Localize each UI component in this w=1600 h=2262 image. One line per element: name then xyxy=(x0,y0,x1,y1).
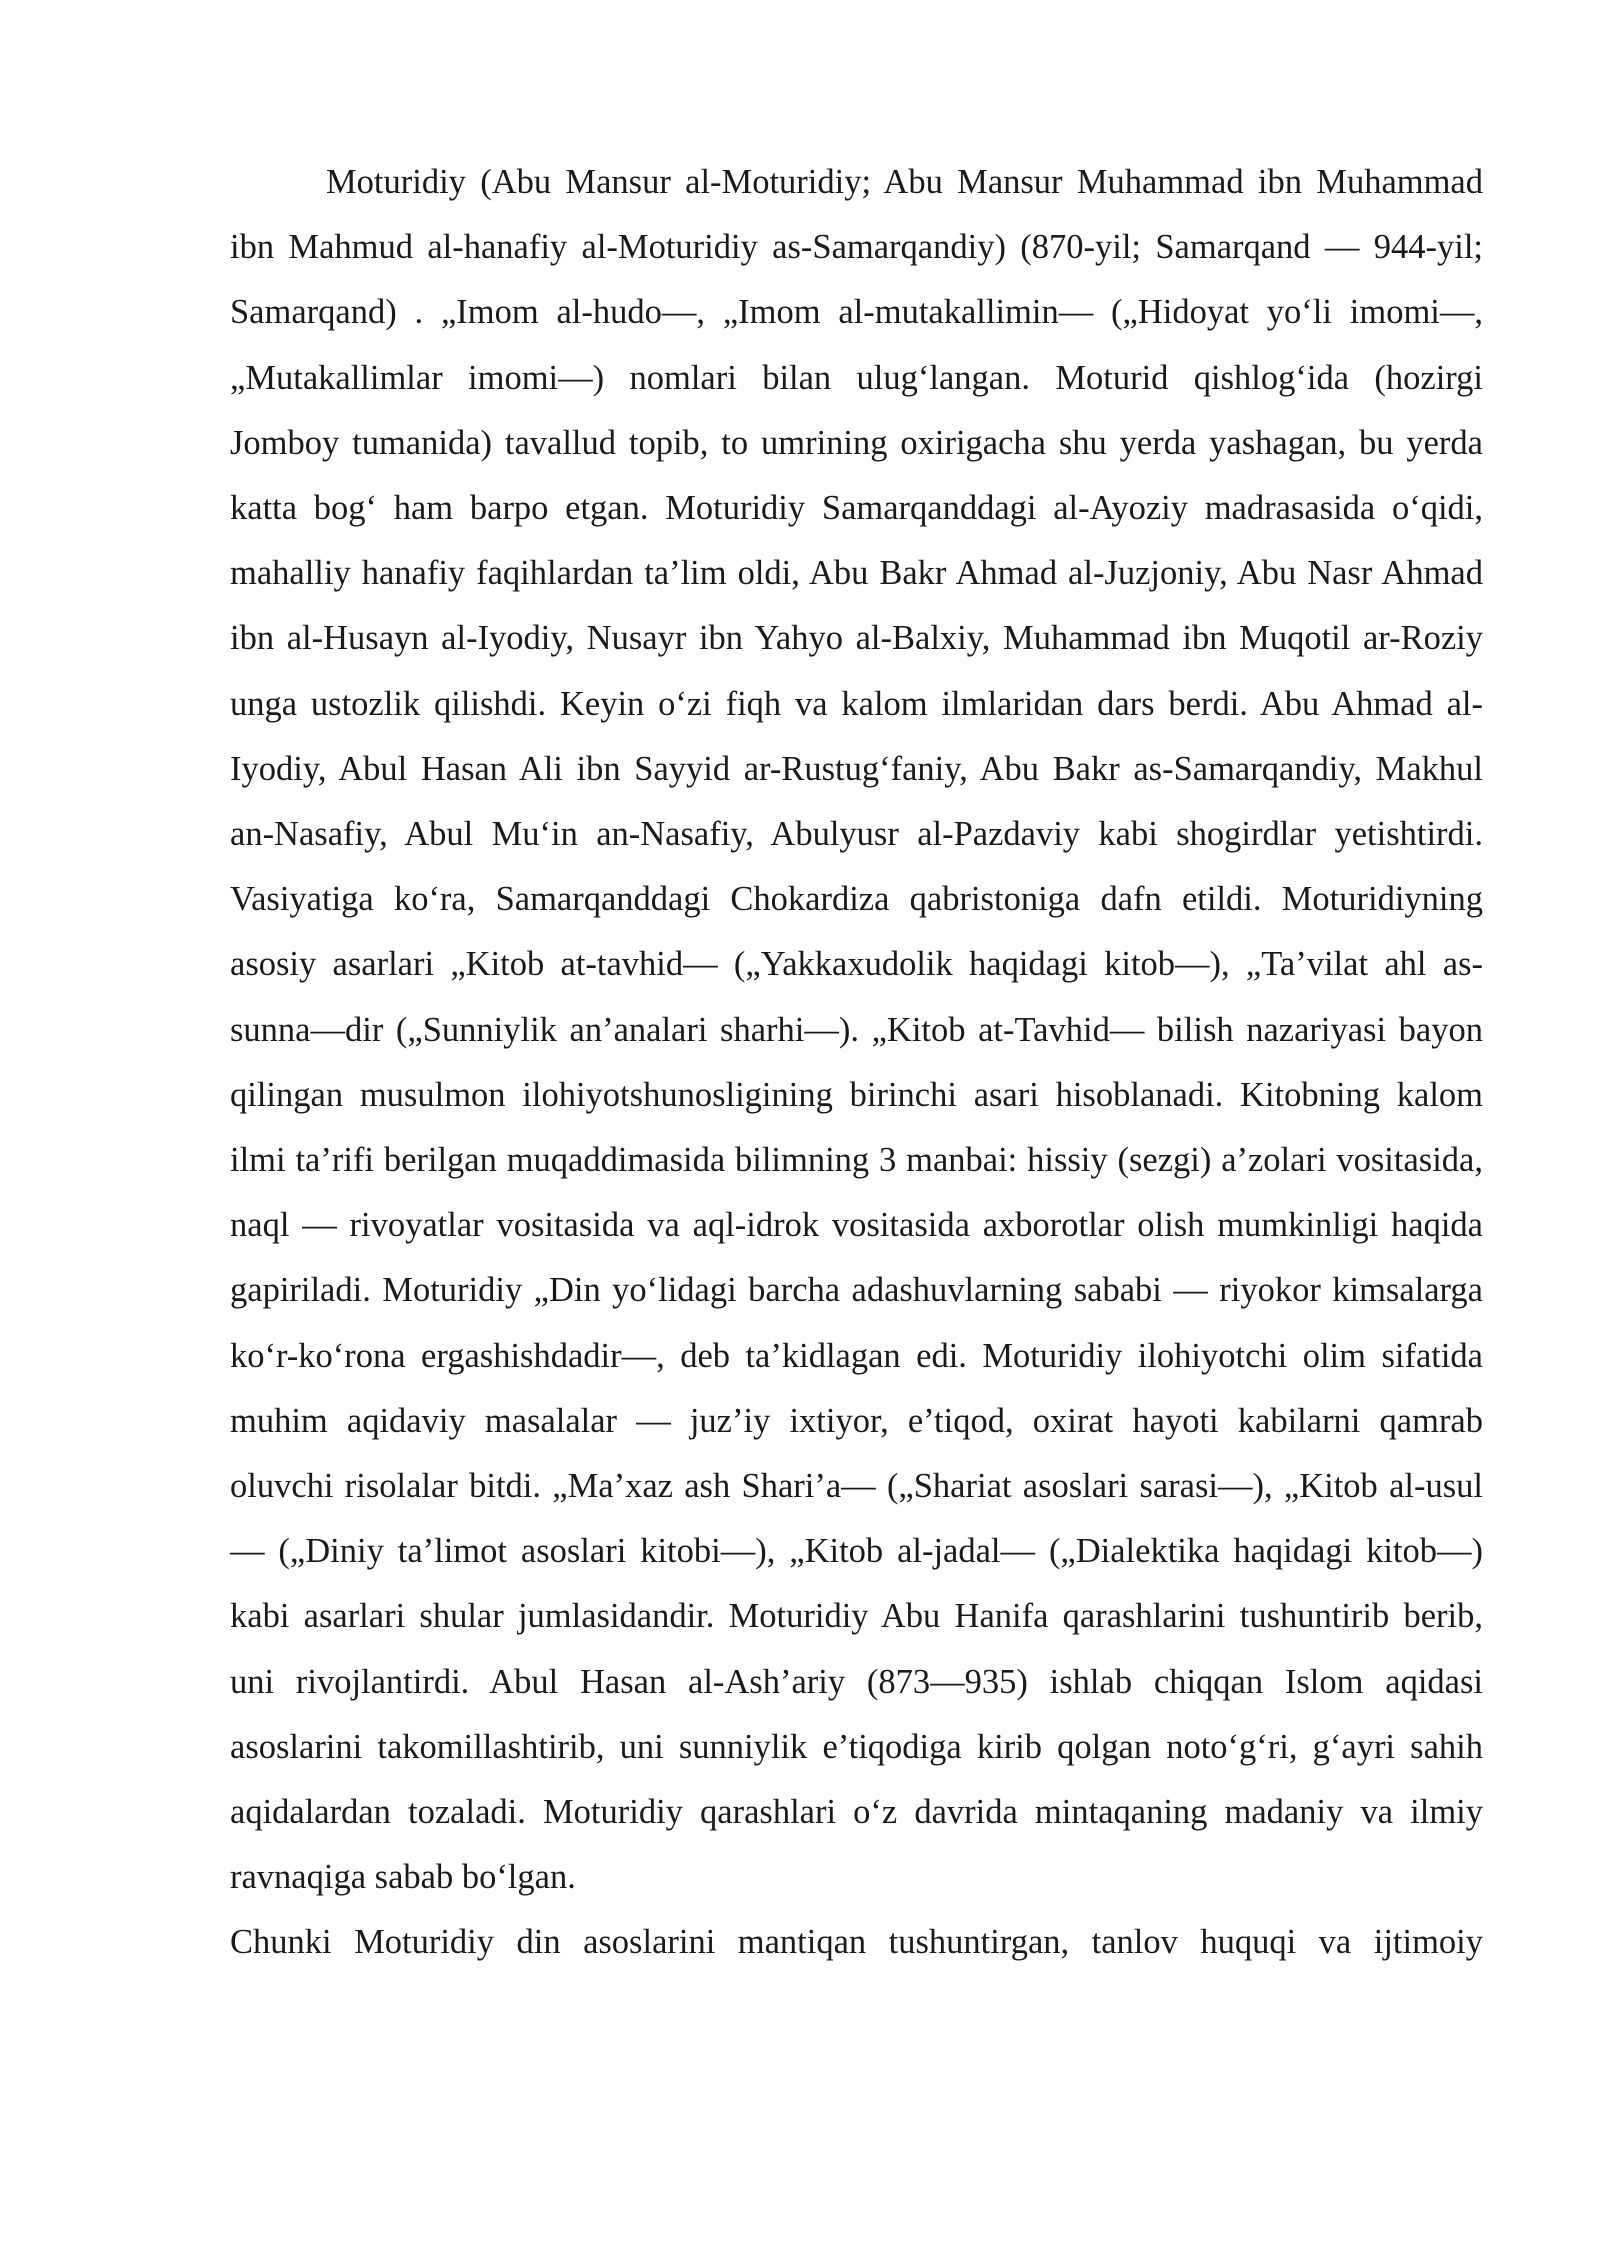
document-body xyxy=(230,150,1483,1976)
paragraph-moturidiy-biography: Moturidiy (Abu Mansur al-Moturidiy; Abu Mansur Muhammad ibn Muhammad ibn Mahmud al-hanafiy al-Moturidiy as-Samarqandiy) (870-yil; Samarqand — 944-yil; Samarqand) . „Imom al-hudo—, „Imom al-mutakallimin— („Hidoyat yo‘li imomi—, „Mutakallimlar imomi—) nomlari bilan ulug‘langan. Moturid qishlog‘ida (hozirgi Jomboy tumanida) tavallud topib, to umrining oxirigacha shu yerda yashagan, bu yerda katta bog‘ ham barpo etgan. Moturidiy Samarqanddagi al-Ayoziy madrasasida o‘qidi, mahalliy hanafiy faqihlardan ta’lim oldi, Abu Bakr Ahmad al-Juzjoniy, Abu Nasr Ahmad ibn al-Husayn al-Iyodiy, Nusayr ibn Yahyo al-Balxiy, Muhammad ibn Muqotil ar-Roziy unga ustozlik qilishdi. Keyin o‘zi fiqh va kalom ilmlaridan dars berdi. Abu Ahmad al-Iyodiy, Abul Hasan Ali ibn Sayyid ar-Rustug‘faniy, Abu Bakr as-Samarqandiy, Makhul an-Nasafiy, Abul Mu‘in an-Nasafiy, Abulyusr al-Pazdaviy kabi shogirdlar yetishtirdi. Vasiyatiga ko‘ra, Samarqanddagi Chokardiza qabristoniga dafn etildi. Moturidiyning asosiy asarlari „Kitob at-tavhid— („Yakkaxudolik haqidagi kitob—), „Ta’vilat ahl as-sunna—dir („Sunniylik an’analari sharhi—). „Kitob at-Tavhid— bilish nazariyasi bayon qilingan musulmon ilohiyotshunosligining birinchi asari hisoblanadi. Kitobning kalom ilmi ta’rifi berilgan muqaddimasida bilimning 3 manbai: hissiy (sezgi) a’zolari vositasida, naql — rivoyatlar vositasida va aql-idrok vositasida axborotlar olish mumkinligi haqida gapiriladi. Moturidiy „Din yo‘lidagi barcha adashuvlarning sababi — riyokor kimsalarga ko‘r-ko‘rona ergashishdadir—, deb ta’kidlagan edi. Moturidiy ilohiyotchi olim sifatida muhim aqidaviy masalalar — juz’iy ixtiyor, e’tiqod, oxirat hayoti kabilarni qamrab oluvchi risolalar bitdi. „Ma’xaz ash Shari’a— („Shariat asoslari sarasi—), „Kitob al-usul— („Diniy ta’limot asoslari kitobi—), „Kitob al-jadal— („Dialektika haqidagi kitob—) kabi asarlari shular jumlasidandir. Moturidiy Abu Hanifa qarashlarini tushuntirib berib, uni rivojlantirdi. Abul Hasan al-Ash’ariy (873—935) ishlab chiqqan Islom aqidasi asoslarini takomillashtirib, uni sunniylik e’tiqodiga kirib qolgan noto‘g‘ri, g‘ayri sahih aqidalardan tozaladi. Moturidiy qarashlari o‘z davrida mintaqaning madaniy va ilmiy ravnaqiga sabab bo‘lgan. xyxy=(230,163,1483,1897)
paragraph-continuation: Chunki Moturidiy din asoslarini mantiqan tushuntirgan, tanlov huquqi va ijtimoiy xyxy=(230,1923,1483,1962)
